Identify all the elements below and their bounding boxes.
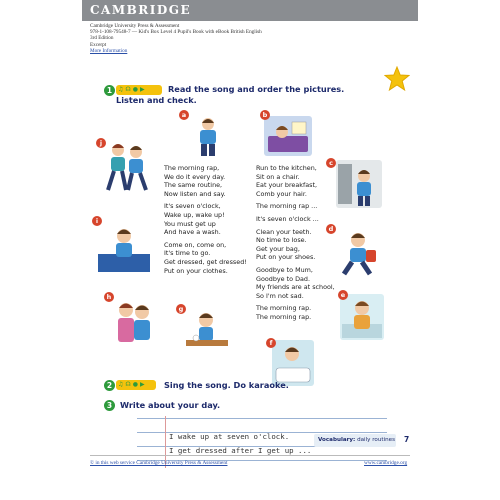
picture-b-waking-up <box>264 116 312 156</box>
picture-label-j: j <box>96 138 106 148</box>
activity-3-title: Write about your day. <box>120 400 221 410</box>
picture-label-a: a <box>179 110 189 120</box>
song-verse: Clean your teeth. No time to lose. Get your bag, Put on your shoes. <box>256 227 316 262</box>
excerpt-line: Excerpt <box>90 41 107 48</box>
publisher-line: Cambridge University Press & Assessment <box>90 23 180 29</box>
song-verse: The morning rap. The morning rap. <box>256 304 312 321</box>
copyright-link[interactable]: © in this web service Cambridge University Press & Assessment <box>90 460 228 466</box>
sample-sentence-1: I wake up at seven o'clock. <box>169 432 290 441</box>
picture-g-breakfast <box>182 306 232 358</box>
page-number: 7 <box>404 435 410 444</box>
vocabulary-label: Vocabulary: <box>318 437 356 443</box>
song-column-1 <box>164 164 254 279</box>
picture-a-getting-dressed <box>188 114 228 158</box>
edition-line: 3rd Edition <box>90 35 114 42</box>
music-note-icon: ♫ <box>118 381 124 388</box>
song-verse: The morning rap ... <box>256 202 318 211</box>
picture-label-h: h <box>104 292 114 302</box>
picture-c-kitchen <box>336 160 382 208</box>
picture-label-f: f <box>266 338 276 348</box>
activity-1-title: Read the song and order the pictures. <box>168 84 345 94</box>
headphones-icon: ☊ <box>125 86 131 93</box>
song-column-2 <box>256 164 346 326</box>
song-verse: It's seven o'clock ... <box>256 214 319 223</box>
more-information-link[interactable]: More Information <box>90 47 128 54</box>
picture-h-goodbye <box>108 296 162 348</box>
picture-d-running <box>334 228 384 278</box>
publication-info <box>90 23 262 54</box>
picture-e-cleaning-teeth <box>340 294 384 340</box>
song-verse: Run to the kitchen, Sit on a chair. Eat your breakfast, Comb your hair. <box>256 164 318 198</box>
textbook-page <box>82 0 418 500</box>
activity-2-icons <box>116 380 156 390</box>
activity-2-number: 2 <box>104 380 115 391</box>
song-verse: The morning rap, We do it every day. The same routine, Now listen and say. <box>164 164 226 198</box>
picture-label-b: b <box>260 110 270 120</box>
cambridge-logo: CAMBRIDGE <box>90 3 192 17</box>
picture-i-putting-on-shoes <box>96 220 152 274</box>
sample-sentence-2: I get dressed after I get up ... <box>169 446 312 455</box>
activity-1-number: 1 <box>104 85 115 96</box>
footer-divider <box>90 455 410 456</box>
song-verse: It's seven o'clock, Wake up, wake up! You must get up And have a wash. <box>164 202 225 237</box>
play-icon: ▶ <box>139 86 145 93</box>
isbn-line: 978-1-108-79548-7 — Kid's Box Level 4 Pupil's Book with eBook British English <box>90 29 262 36</box>
picture-label-c: c <box>326 158 336 168</box>
picture-label-i: i <box>92 216 102 226</box>
picture-label-d: d <box>326 224 336 234</box>
music-note-icon: ♫ <box>118 86 124 93</box>
writing-line <box>137 418 387 419</box>
activity-1-subtitle: Listen and check. <box>116 95 197 105</box>
activity-1-icons <box>116 85 162 95</box>
vocabulary-topic: daily routines <box>357 437 396 443</box>
song-verse: Come on, come on, It's time to go. Get dressed, get dressed! Put on your clothes. <box>164 240 247 275</box>
disc-icon: ● <box>132 381 138 388</box>
activity-2-title: Sing the song. Do karaoke. <box>164 380 289 390</box>
publisher-header-bar <box>82 0 418 21</box>
vocabulary-box <box>314 434 396 447</box>
picture-label-g: g <box>176 304 186 314</box>
disc-icon: ● <box>132 86 138 93</box>
song-verse: Goodbye to Mum, Goodbye to Dad. My friends are at school, So I'm not sad. <box>256 265 335 300</box>
picture-label-e: e <box>338 290 348 300</box>
headphones-icon: ☊ <box>125 381 131 388</box>
star-icon <box>384 66 410 92</box>
activity-3-number: 3 <box>104 400 115 411</box>
picture-j-dancing <box>98 140 156 194</box>
website-link[interactable]: www.cambridge.org <box>364 460 408 466</box>
play-icon: ▶ <box>139 381 145 388</box>
